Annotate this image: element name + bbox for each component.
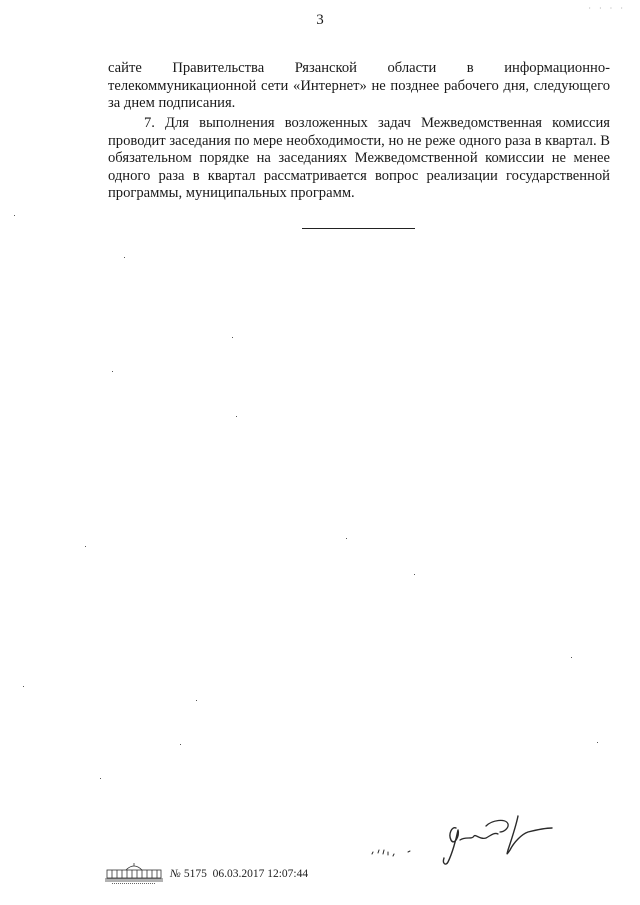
scan-corner-marks: · · · ·	[588, 4, 626, 13]
document-number: 5175	[183, 868, 207, 880]
scan-speck	[85, 546, 86, 547]
registration-footer	[104, 862, 308, 886]
scan-speck	[112, 371, 113, 372]
scan-speck	[180, 744, 181, 745]
scan-speck	[14, 215, 15, 216]
scan-speck	[23, 686, 24, 687]
scan-speck	[232, 337, 233, 338]
scan-speck	[100, 778, 101, 779]
registration-datetime: 06.03.2017 12:07:44	[212, 868, 309, 880]
government-building-logo	[104, 862, 164, 886]
paragraph-continuation	[108, 60, 610, 113]
scan-speck	[597, 742, 598, 743]
number-sign: №	[170, 868, 181, 880]
scan-speck	[571, 657, 572, 658]
end-separator-line	[302, 228, 415, 229]
paragraph-item-7	[108, 115, 610, 203]
scan-speck	[236, 416, 237, 417]
scan-speck	[414, 574, 415, 575]
page-number: 3	[316, 12, 324, 28]
scan-speck	[196, 700, 197, 701]
handwritten-signature	[368, 806, 568, 866]
paragraph-text: 7. Для выполнения возложенных задач Межведомственная комиссия проводит заседания по мере необходимости, но не реже одного раза в квартал. В обязательном порядке на заседаниях Межведомственной комиссии не менее одного раза в квартал рассматривается вопрос реализации государственной программы, муниципальных программ.	[108, 115, 610, 202]
scan-speck	[346, 538, 347, 539]
registration-stamp-text	[170, 868, 308, 880]
paragraph-text: сайте Правительства Рязанской области в информационно-телекоммуникационной сети «Интернет» не позднее рабочего дня, следующего за днем подписания.	[108, 60, 610, 112]
scan-speck	[124, 257, 125, 258]
